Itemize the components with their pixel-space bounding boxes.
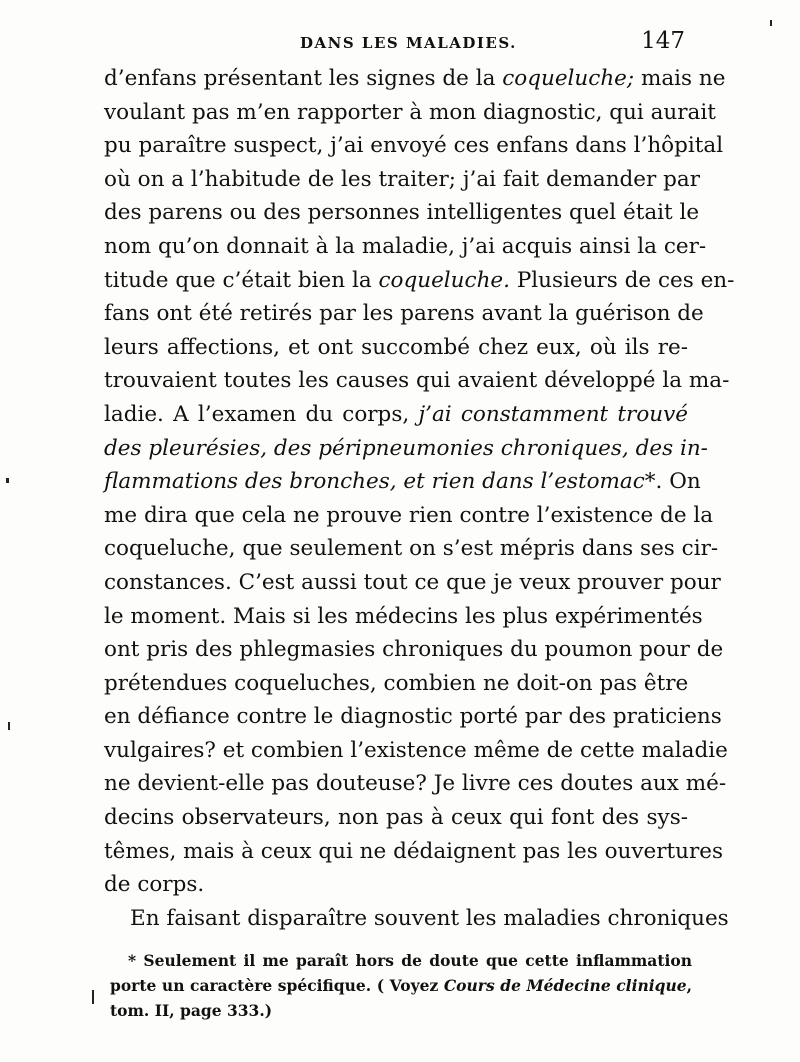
text-line: me dira que cela ne prouve rien contre l’existence de la: [104, 502, 714, 528]
text-line: En faisant disparaître souvent les maladies chroniques: [130, 905, 729, 931]
text-line: decins observateurs, non pas à ceux qui font des sys-: [104, 805, 688, 831]
page-header: [105, 28, 690, 58]
text-line: constances. C’est aussi tout ce que je veux prouver pour: [104, 569, 721, 595]
text-line: titude que c’était bien la coqueluche. Plusieurs de ces en-: [104, 267, 735, 293]
running-head: DANS LES MALADIES.: [300, 34, 517, 52]
text-line: fans ont été retirés par les parens avant la guérison de: [104, 301, 704, 327]
print-speck: [8, 722, 10, 730]
text-line: trouvaient toutes les causes qui avaient développé la ma-: [104, 368, 730, 394]
text-line: où on a l’habitude de les traiter; j’ai fait demander par: [104, 166, 700, 192]
text-line: coqueluche, que seulement on s’est mépris dans ses cir-: [104, 536, 719, 562]
text-line: têmes, mais à ceux qui ne dédaignent pas les ouvertures: [104, 838, 724, 864]
text-line: flammations des bronches, et rien dans l’estomac*. On: [104, 469, 701, 495]
text-line: ne devient-elle pas douteuse? Je livre ces doutes aux mé-: [104, 771, 727, 797]
body-text: [104, 62, 735, 935]
text-line: vulgaires? et combien l’existence même de cette maladie: [104, 737, 728, 763]
print-speck: [92, 990, 94, 1004]
text-line: leurs affections, et ont succombé chez eux, où ils re-: [104, 334, 688, 360]
text-line: ladie. A l’examen du corps, j’ai constamment trouvé: [104, 401, 688, 427]
text-line: voulant pas m’en rapporter à mon diagnostic, qui aurait: [104, 99, 716, 125]
text-line: nom qu’on donnait à la maladie, j’ai acquis ainsi la cer-: [104, 233, 707, 259]
page-number: 147: [641, 28, 685, 54]
text-line: en défiance contre le diagnostic porté par des praticiens: [104, 704, 722, 730]
footnote-line: tom. II, page 333.): [110, 1001, 273, 1020]
footnote-line: porte un caractère spécifique. ( Voyez Cours de Médecine clinique,: [110, 976, 692, 995]
text-line: d’enfans présentant les signes de la coqueluche; mais ne: [104, 66, 726, 91]
text-line: de corps.: [104, 872, 205, 898]
text-line: prétendues coqueluches, combien ne doit-on pas être: [104, 670, 689, 696]
text-line: pu paraître suspect, j’ai envoyé ces enfans dans l’hôpital: [104, 133, 724, 159]
text-line: ont pris des phlegmasies chroniques du poumon pour de: [104, 637, 724, 663]
text-line: des pleurésies, des péripneumonies chroniques, des in-: [104, 435, 708, 461]
footnote-line: * Seulement il me paraît hors de doute que cette inflammation: [128, 951, 692, 970]
text-line: des parens ou des personnes intelligentes quel était le: [104, 200, 700, 226]
text-line: le moment. Mais si les médecins les plus expérimentés: [104, 603, 703, 629]
print-speck: [770, 20, 772, 26]
footnote: [110, 948, 692, 1023]
print-speck: [6, 478, 9, 483]
